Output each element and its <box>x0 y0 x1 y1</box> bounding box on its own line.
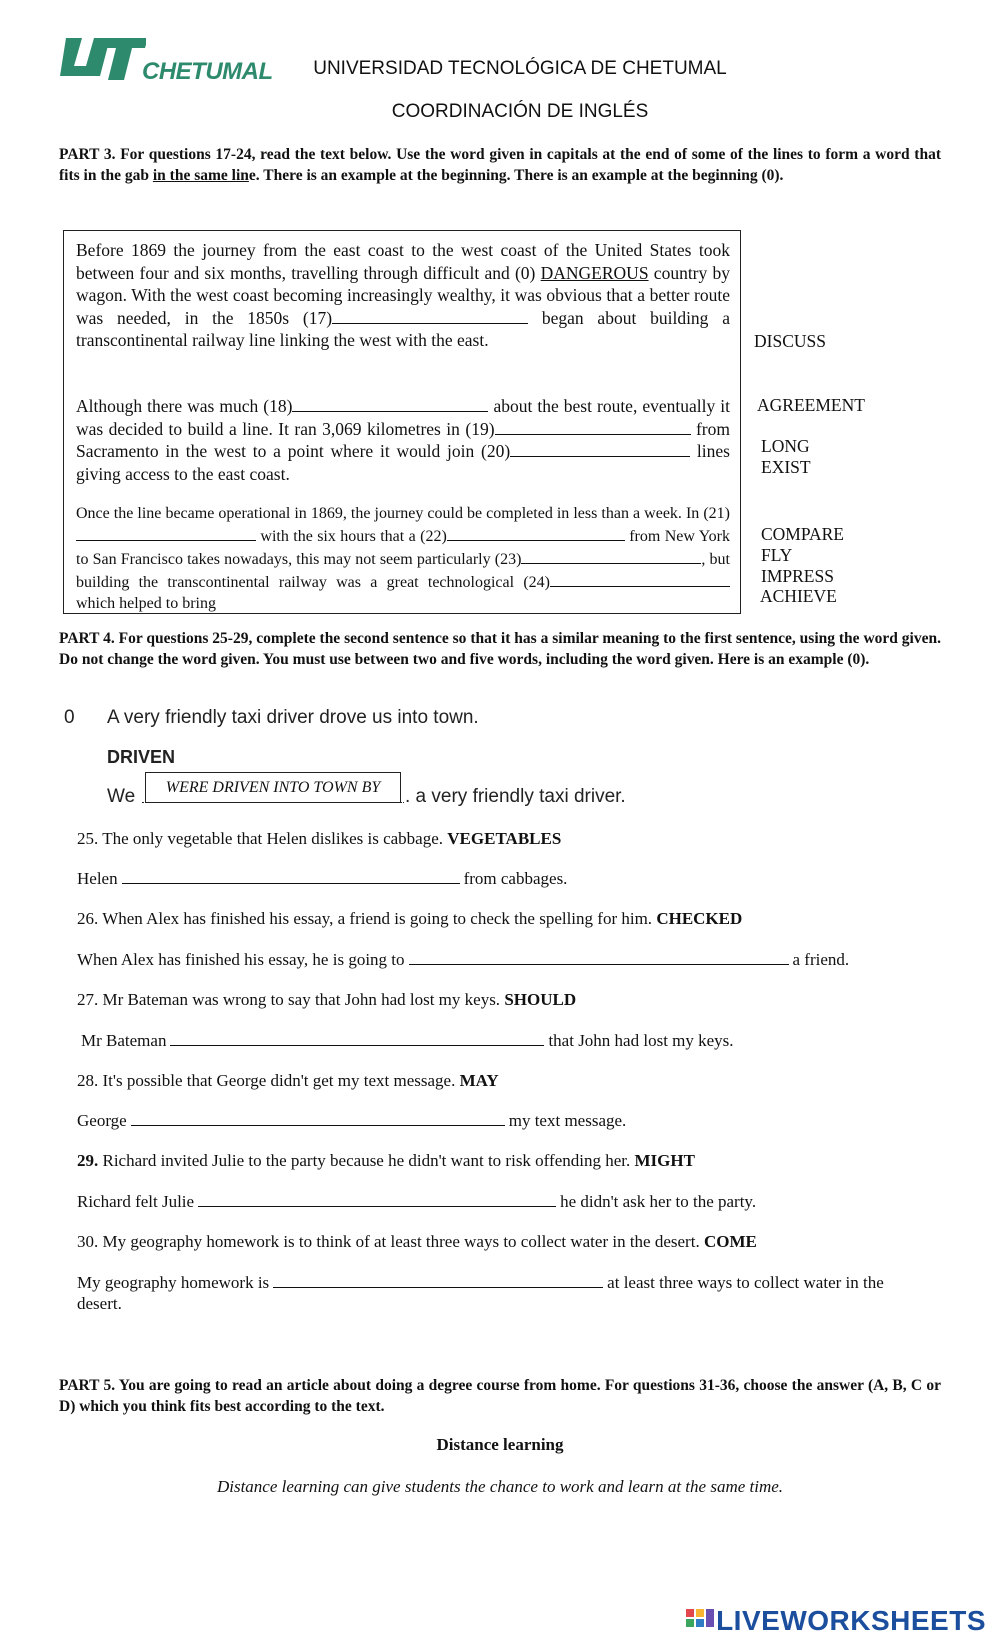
article-title: Distance learning <box>436 1435 564 1454</box>
keyword-23: IMPRESS <box>761 566 834 586</box>
example-answer: DANGEROUS <box>540 262 649 283</box>
keyword-18: AGREEMENT <box>757 395 865 415</box>
passage-paragraph-2: Although there was much (18) about the best route, eventually it was decided to build a line. It ran 3,069 kilometres in (19) from Sacramento in the west to a point where it would join (20) lines giving access to the east coast. <box>76 396 730 484</box>
example-sentence: A very friendly taxi driver drove us into town. <box>107 707 479 728</box>
keyword-21: COMPARE <box>761 524 844 544</box>
part3-instructions: PART 3. For questions 17-24, read the text below. Use the word given in capitals at the end of some of the lines to form a word that fits in the gab in the same line. There is an example at the beginning. There is an example at the beginning (0). <box>59 146 941 184</box>
example-start: We <box>107 786 136 807</box>
gap-22[interactable] <box>447 524 625 541</box>
gap-18[interactable] <box>292 395 488 412</box>
answer-input-28[interactable] <box>131 1111 505 1126</box>
gap-19[interactable] <box>495 418 691 435</box>
department-name: COORDINACIÓN DE INGLÉS <box>391 101 649 122</box>
answer-line-28: George my text message. <box>77 1111 627 1130</box>
question-25: 25. The only vegetable that Helen dislikes is cabbage. VEGETABLES <box>77 829 562 848</box>
answer-line-30-continuation: desert. <box>77 1294 122 1313</box>
answer-line-25: Helen from cabbages. <box>77 869 568 888</box>
question-30: 30. My geography homework is to think of at least three ways to collect water in the desert. COME <box>77 1232 757 1251</box>
part4-instructions: PART 4. For questions 25-29, complete the second sentence so that it has a similar meaning to the first sentence, using the word given. Do not change the word given. You must use between two and five words, including the word given. Here is an example (0). <box>59 630 941 668</box>
example-number: 0 <box>64 707 75 728</box>
keyword-19: LONG <box>761 436 810 456</box>
gap-17[interactable] <box>332 307 528 324</box>
keyword-24: ACHIEVE <box>760 586 837 606</box>
answer-input-25[interactable] <box>122 869 460 884</box>
answer-input-30[interactable] <box>273 1273 603 1288</box>
article-subtitle: Distance learning can give students the chance to work and learn at the same time. <box>216 1477 784 1496</box>
question-27: 27. Mr Bateman was wrong to say that John had lost my keys. SHOULD <box>77 990 577 1009</box>
passage-paragraph-3: Once the line became operational in 1869, the journey could be completed in less than a week. In (21) with the six hours that a (22) from New York to San Francisco takes nowadays, this may not seem particularly (23) , but building the transcontinental railway was a great technological (24) which helped to bring <box>76 505 731 612</box>
question-29: 29. Richard invited Julie to the party because he didn't want to risk offending her. MIGHT <box>77 1151 695 1170</box>
keyword-20: EXIST <box>761 457 811 477</box>
answer-input-27[interactable] <box>170 1031 544 1046</box>
answer-line-30: My geography homework is at least three ways to collect water in the <box>77 1273 884 1292</box>
example-end: . a very friendly taxi driver. <box>405 786 626 807</box>
question-28: 28. It's possible that George didn't get my text message. MAY <box>77 1071 499 1090</box>
liveworksheets-logo <box>686 1605 986 1637</box>
answer-input-26[interactable] <box>409 950 789 965</box>
answer-line-26: When Alex has finished his essay, he is going to a friend. <box>77 950 850 969</box>
part5-instructions: PART 5. You are going to read an article about doing a degree course from home. For questions 31-36, choose the answer (A, B, C or D) which you think fits best according to the text. <box>59 1377 941 1415</box>
university-name: UNIVERSIDAD TECNOLÓGICA DE CHETUMAL <box>313 58 727 79</box>
answer-input-29[interactable] <box>198 1192 556 1207</box>
logo-text: CHETUMAL <box>142 58 273 85</box>
example-answer-box: WERE DRIVEN INTO TOWN BY <box>145 772 401 803</box>
passage-paragraph-1: Before 1869 the journey from the east coast to the west coast of the United States took between four and six months, travelling through difficult and (0) DANGEROUS country by wagon. With the west coast becoming increasingly wealthy, it was obvious that a better route was needed, in the 1850s (17) began about building a transcontinental railway line linking the west with the east. <box>76 240 730 350</box>
ut-logo-icon <box>56 36 146 82</box>
part3-passage <box>63 230 741 614</box>
gap-23[interactable] <box>521 547 701 564</box>
example-keyword: DRIVEN <box>107 747 176 767</box>
answer-line-27: Mr Bateman that John had lost my keys. <box>81 1031 734 1050</box>
gap-24[interactable] <box>550 570 730 587</box>
liveworksheets-brand: LIVEWORKSHEETS <box>716 1605 986 1636</box>
answer-line-29: Richard felt Julie he didn't ask her to the party. <box>77 1192 757 1211</box>
question-26: 26. When Alex has finished his essay, a friend is going to check the spelling for him. CHECKED <box>77 909 743 928</box>
university-logo <box>56 36 273 86</box>
gap-20[interactable] <box>510 440 690 457</box>
liveworksheets-icon <box>686 1607 716 1635</box>
gap-21[interactable] <box>76 524 256 541</box>
keyword-22: FLY <box>761 545 793 565</box>
keyword-17: DISCUSS <box>754 331 826 351</box>
